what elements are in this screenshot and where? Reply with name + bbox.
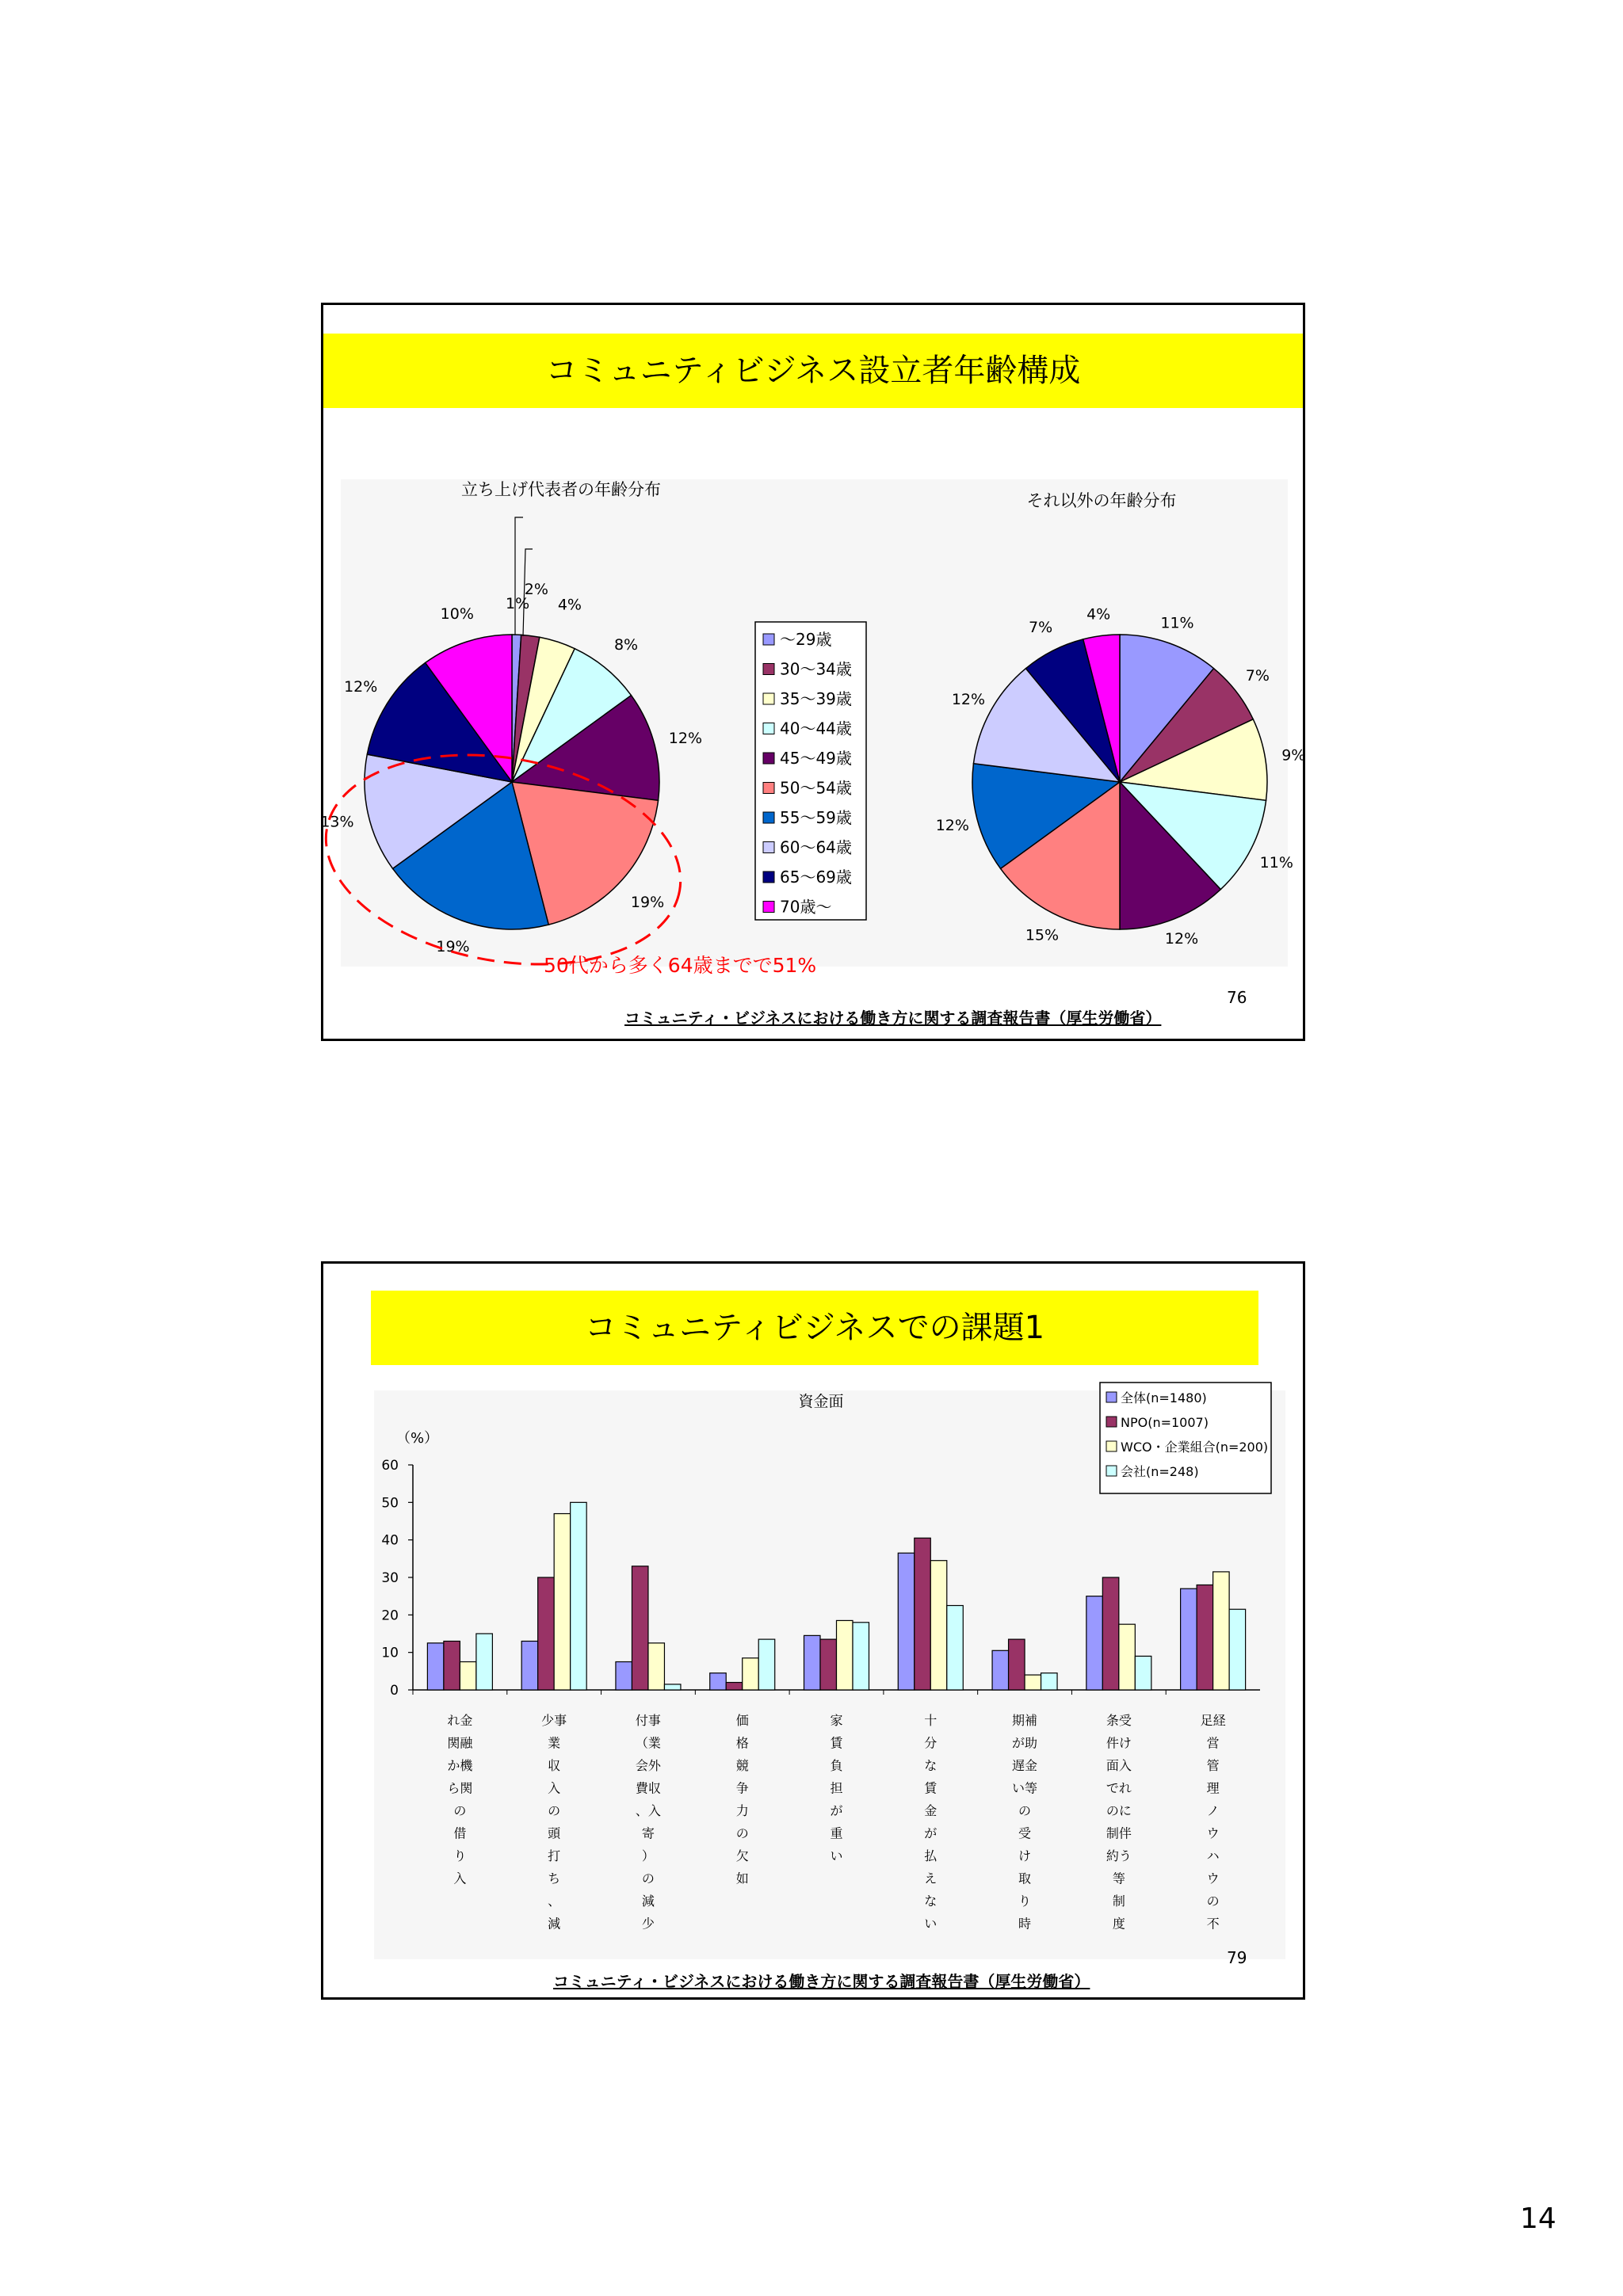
bar (915, 1538, 931, 1690)
x-tick-label: 取 (1018, 1871, 1032, 1886)
pie-data-label: 7% (1245, 667, 1270, 685)
bar (1135, 1656, 1151, 1690)
x-tick-label: 付事 (635, 1713, 661, 1728)
bar (554, 1514, 571, 1690)
bar (616, 1662, 632, 1691)
x-tick-label: が助 (1012, 1735, 1038, 1751)
x-tick-label: 遅金 (1012, 1758, 1038, 1773)
bar (710, 1673, 727, 1690)
x-tick-label: 格 (735, 1735, 749, 1751)
x-tick-label: のに (1106, 1803, 1132, 1818)
y-axis-label: （%） (396, 1430, 439, 1447)
x-tick-label: り (1018, 1894, 1032, 1909)
source-note: コミュニティ・ビジネスにおける働き方に関する調査報告書（厚生労働省） (624, 1009, 1162, 1028)
bar (664, 1684, 681, 1690)
x-tick-label: 寄 (641, 1825, 655, 1841)
x-tick-label: 担 (830, 1780, 843, 1796)
y-tick-label: 40 (381, 1532, 399, 1549)
bar (476, 1634, 493, 1690)
legend-swatch (763, 634, 774, 645)
y-tick-label: 50 (381, 1495, 399, 1512)
x-tick-label: い (924, 1916, 938, 1932)
x-tick-label: 賃 (830, 1735, 843, 1751)
x-tick-label: 制伴 (1106, 1825, 1132, 1841)
x-tick-label: でれ (1106, 1780, 1132, 1796)
pie-data-label: 12% (344, 677, 378, 696)
x-tick-label: ウ (1206, 1871, 1220, 1886)
bar (804, 1635, 821, 1690)
legend-label: 45～49歳 (780, 749, 852, 768)
slide-page-number: 79 (1227, 1948, 1247, 1967)
bar (1229, 1609, 1246, 1690)
pie-charts (320, 305, 1306, 1039)
legend-swatch (763, 693, 774, 704)
x-tick-label: 減 (641, 1894, 655, 1909)
bar (898, 1553, 915, 1690)
legend-swatch (1106, 1441, 1117, 1451)
legend-swatch (763, 664, 774, 675)
x-tick-label: 分 (924, 1735, 938, 1751)
bar (1213, 1572, 1230, 1690)
bar (947, 1606, 964, 1691)
x-tick-label: 関融 (447, 1735, 473, 1751)
x-tick-label: 入 (453, 1871, 467, 1886)
pie-data-label: 12% (1164, 930, 1199, 948)
x-tick-label: 時 (1018, 1916, 1032, 1932)
x-tick-label: 金 (924, 1803, 938, 1818)
bar (427, 1643, 444, 1690)
legend-swatch (763, 753, 774, 764)
bar (632, 1566, 648, 1690)
x-tick-label: ） (641, 1848, 655, 1863)
x-tick-label: 業 (548, 1735, 561, 1751)
y-tick-label: 20 (381, 1608, 399, 1624)
bar (837, 1620, 854, 1690)
slide-age-structure (321, 303, 1305, 1041)
legend-label: NPO(n=1007) (1121, 1415, 1209, 1430)
x-tick-label: な (924, 1894, 938, 1909)
leader-line (515, 517, 523, 635)
x-tick-label: 度 (1112, 1916, 1125, 1932)
x-tick-label: 少事 (541, 1713, 567, 1728)
pie-data-label: 15% (1025, 926, 1060, 944)
bar (1041, 1673, 1058, 1690)
x-tick-label: 、入 (635, 1803, 661, 1818)
legend-label: 30～34歳 (780, 659, 852, 679)
pie-data-label: 19% (630, 893, 665, 911)
x-tick-label: 等 (1112, 1871, 1125, 1886)
bar (1009, 1639, 1025, 1690)
pie-data-label: 9% (1281, 746, 1306, 765)
x-tick-label: の (641, 1871, 655, 1886)
bar (538, 1577, 555, 1690)
x-tick-label: の (1018, 1803, 1032, 1818)
x-tick-label: 借 (453, 1825, 467, 1841)
x-tick-label: が (830, 1803, 843, 1818)
x-tick-label: え (924, 1871, 938, 1886)
pie-data-label: 10% (440, 605, 474, 623)
annotation-text: 50代から多く64歳までで51% (544, 954, 817, 977)
x-tick-label: 頭 (548, 1825, 561, 1841)
x-tick-label: 期補 (1012, 1713, 1038, 1728)
legend-label: 65～69歳 (780, 868, 852, 887)
x-tick-label: の (548, 1803, 561, 1818)
x-tick-label: の (453, 1803, 467, 1818)
bar (1197, 1585, 1213, 1690)
x-tick-label: 負 (830, 1758, 843, 1773)
x-tick-label: 理 (1206, 1780, 1220, 1796)
bar (444, 1641, 460, 1690)
x-tick-label: 打 (548, 1848, 561, 1863)
slide-issues (321, 1261, 1305, 2000)
pie-data-label: 8% (613, 635, 639, 654)
x-tick-label: り (453, 1848, 467, 1863)
x-tick-label: 欠 (735, 1848, 749, 1863)
legend-label: WCO・企業組合(n=200) (1121, 1440, 1269, 1455)
x-tick-label: れ金 (447, 1713, 473, 1728)
x-tick-label: の (735, 1825, 749, 1841)
legend-label: 60～64歳 (780, 837, 852, 857)
bar (648, 1643, 665, 1690)
pie-data-label: 1% (506, 595, 530, 613)
x-tick-label: か機 (447, 1758, 473, 1773)
bar (571, 1502, 587, 1690)
x-tick-label: 件け (1106, 1735, 1132, 1751)
legend-label: 70歳～ (780, 897, 832, 917)
x-tick-label: 入 (548, 1780, 561, 1796)
legend-label: 全体(n=1480) (1121, 1390, 1207, 1405)
bar-chart (323, 1264, 1303, 1997)
bar (1181, 1589, 1197, 1690)
x-tick-label: 減 (548, 1916, 561, 1932)
x-tick-label: な (924, 1758, 938, 1773)
x-tick-label: 少 (641, 1916, 655, 1932)
x-tick-label: 価 (735, 1713, 749, 1728)
x-tick-label: ノ (1206, 1803, 1220, 1818)
bar (930, 1561, 947, 1690)
x-tick-label: 競 (735, 1758, 749, 1773)
x-tick-label: ち (548, 1871, 561, 1886)
bar (853, 1623, 869, 1690)
x-tick-label: 営 (1206, 1735, 1220, 1751)
x-tick-label: ウ (1206, 1825, 1220, 1841)
x-tick-label: 会外 (635, 1758, 661, 1773)
slide-title: コミュニティビジネスでの課題1 (371, 1291, 1258, 1365)
x-tick-label: 約う (1106, 1848, 1132, 1863)
slide-title: コミュニティビジネス設立者年齢構成 (323, 334, 1303, 408)
x-tick-label: 払 (924, 1848, 938, 1863)
x-tick-label: が (924, 1825, 938, 1841)
legend-swatch (1106, 1417, 1117, 1427)
x-tick-label: 費収 (635, 1780, 661, 1796)
pie-data-label: 11% (1259, 853, 1293, 871)
x-tick-label: 重 (830, 1825, 843, 1841)
x-tick-label: け (1018, 1848, 1032, 1863)
bar (521, 1641, 538, 1690)
x-tick-label: 十 (924, 1713, 938, 1728)
x-tick-label: の (1206, 1894, 1220, 1909)
bar (726, 1683, 743, 1690)
x-tick-label: 如 (735, 1871, 749, 1886)
pie-data-label: 13% (320, 813, 354, 831)
legend-label: 55～59歳 (780, 808, 852, 827)
source-note: コミュニティ・ビジネスにおける働き方に関する調査報告書（厚生労働省） (553, 1972, 1090, 1991)
legend-swatch (763, 783, 774, 794)
document-page-number: 14 (1520, 2203, 1556, 2235)
x-tick-label: 制 (1112, 1894, 1125, 1909)
pie-data-label: 4% (557, 596, 582, 614)
pie-data-label: 12% (935, 817, 969, 835)
bar (820, 1639, 837, 1690)
bar (992, 1650, 1009, 1690)
pie-data-label: 7% (1029, 618, 1053, 636)
x-tick-label: 収 (548, 1758, 561, 1773)
pie-data-label: 12% (668, 729, 703, 747)
pie-data-label: 2% (524, 580, 548, 598)
pie-data-label: 11% (1160, 614, 1194, 632)
x-tick-label: 不 (1206, 1916, 1220, 1932)
legend-swatch (763, 842, 774, 853)
bar (743, 1658, 759, 1690)
bar (758, 1639, 775, 1690)
y-tick-label: 30 (381, 1570, 399, 1586)
x-tick-label: 賃 (924, 1780, 938, 1796)
pie-data-label: 19% (436, 937, 470, 955)
x-tick-label: 条受 (1106, 1713, 1132, 1728)
x-tick-label: 力 (735, 1803, 749, 1818)
legend-swatch (1106, 1466, 1117, 1476)
slide-page-number: 76 (1227, 988, 1247, 1007)
pie-data-label: 12% (951, 690, 986, 708)
legend-swatch (763, 812, 774, 823)
y-tick-label: 0 (390, 1683, 399, 1699)
x-tick-label: ら関 (447, 1780, 473, 1796)
legend-swatch (763, 871, 774, 883)
bar (1086, 1596, 1103, 1690)
legend-label: 50～54歳 (780, 778, 852, 798)
x-tick-label: 家 (830, 1713, 843, 1728)
pie-title: それ以外の年齢分布 (1026, 491, 1177, 510)
legend-label: ～29歳 (780, 630, 832, 649)
bar (1119, 1624, 1136, 1690)
x-tick-label: （業 (635, 1735, 661, 1751)
x-tick-label: 管 (1206, 1758, 1220, 1773)
x-tick-label: 受 (1018, 1825, 1032, 1841)
y-tick-label: 10 (381, 1645, 399, 1661)
x-tick-label: 争 (735, 1780, 749, 1796)
y-tick-label: 60 (381, 1458, 399, 1474)
legend-swatch (763, 723, 774, 734)
x-tick-label: い (830, 1848, 843, 1863)
x-tick-label: 面入 (1106, 1758, 1132, 1773)
x-tick-label: ハ (1206, 1848, 1220, 1863)
pie-data-label: 4% (1086, 605, 1111, 624)
bar (1025, 1675, 1041, 1690)
legend-swatch (1106, 1392, 1117, 1402)
x-tick-label: 、 (548, 1894, 561, 1909)
legend-label: 35～39歳 (780, 689, 852, 708)
pie-title: 立ち上げ代表者の年齢分布 (461, 480, 661, 499)
bar (460, 1662, 476, 1691)
chart-title: 資金面 (798, 1393, 844, 1410)
legend-label: 40～44歳 (780, 719, 852, 738)
bar (1102, 1577, 1119, 1690)
x-tick-label: い等 (1012, 1780, 1038, 1796)
legend-swatch (763, 902, 774, 913)
x-tick-label: 足経 (1200, 1713, 1226, 1728)
legend-label: 会社(n=248) (1121, 1464, 1199, 1479)
